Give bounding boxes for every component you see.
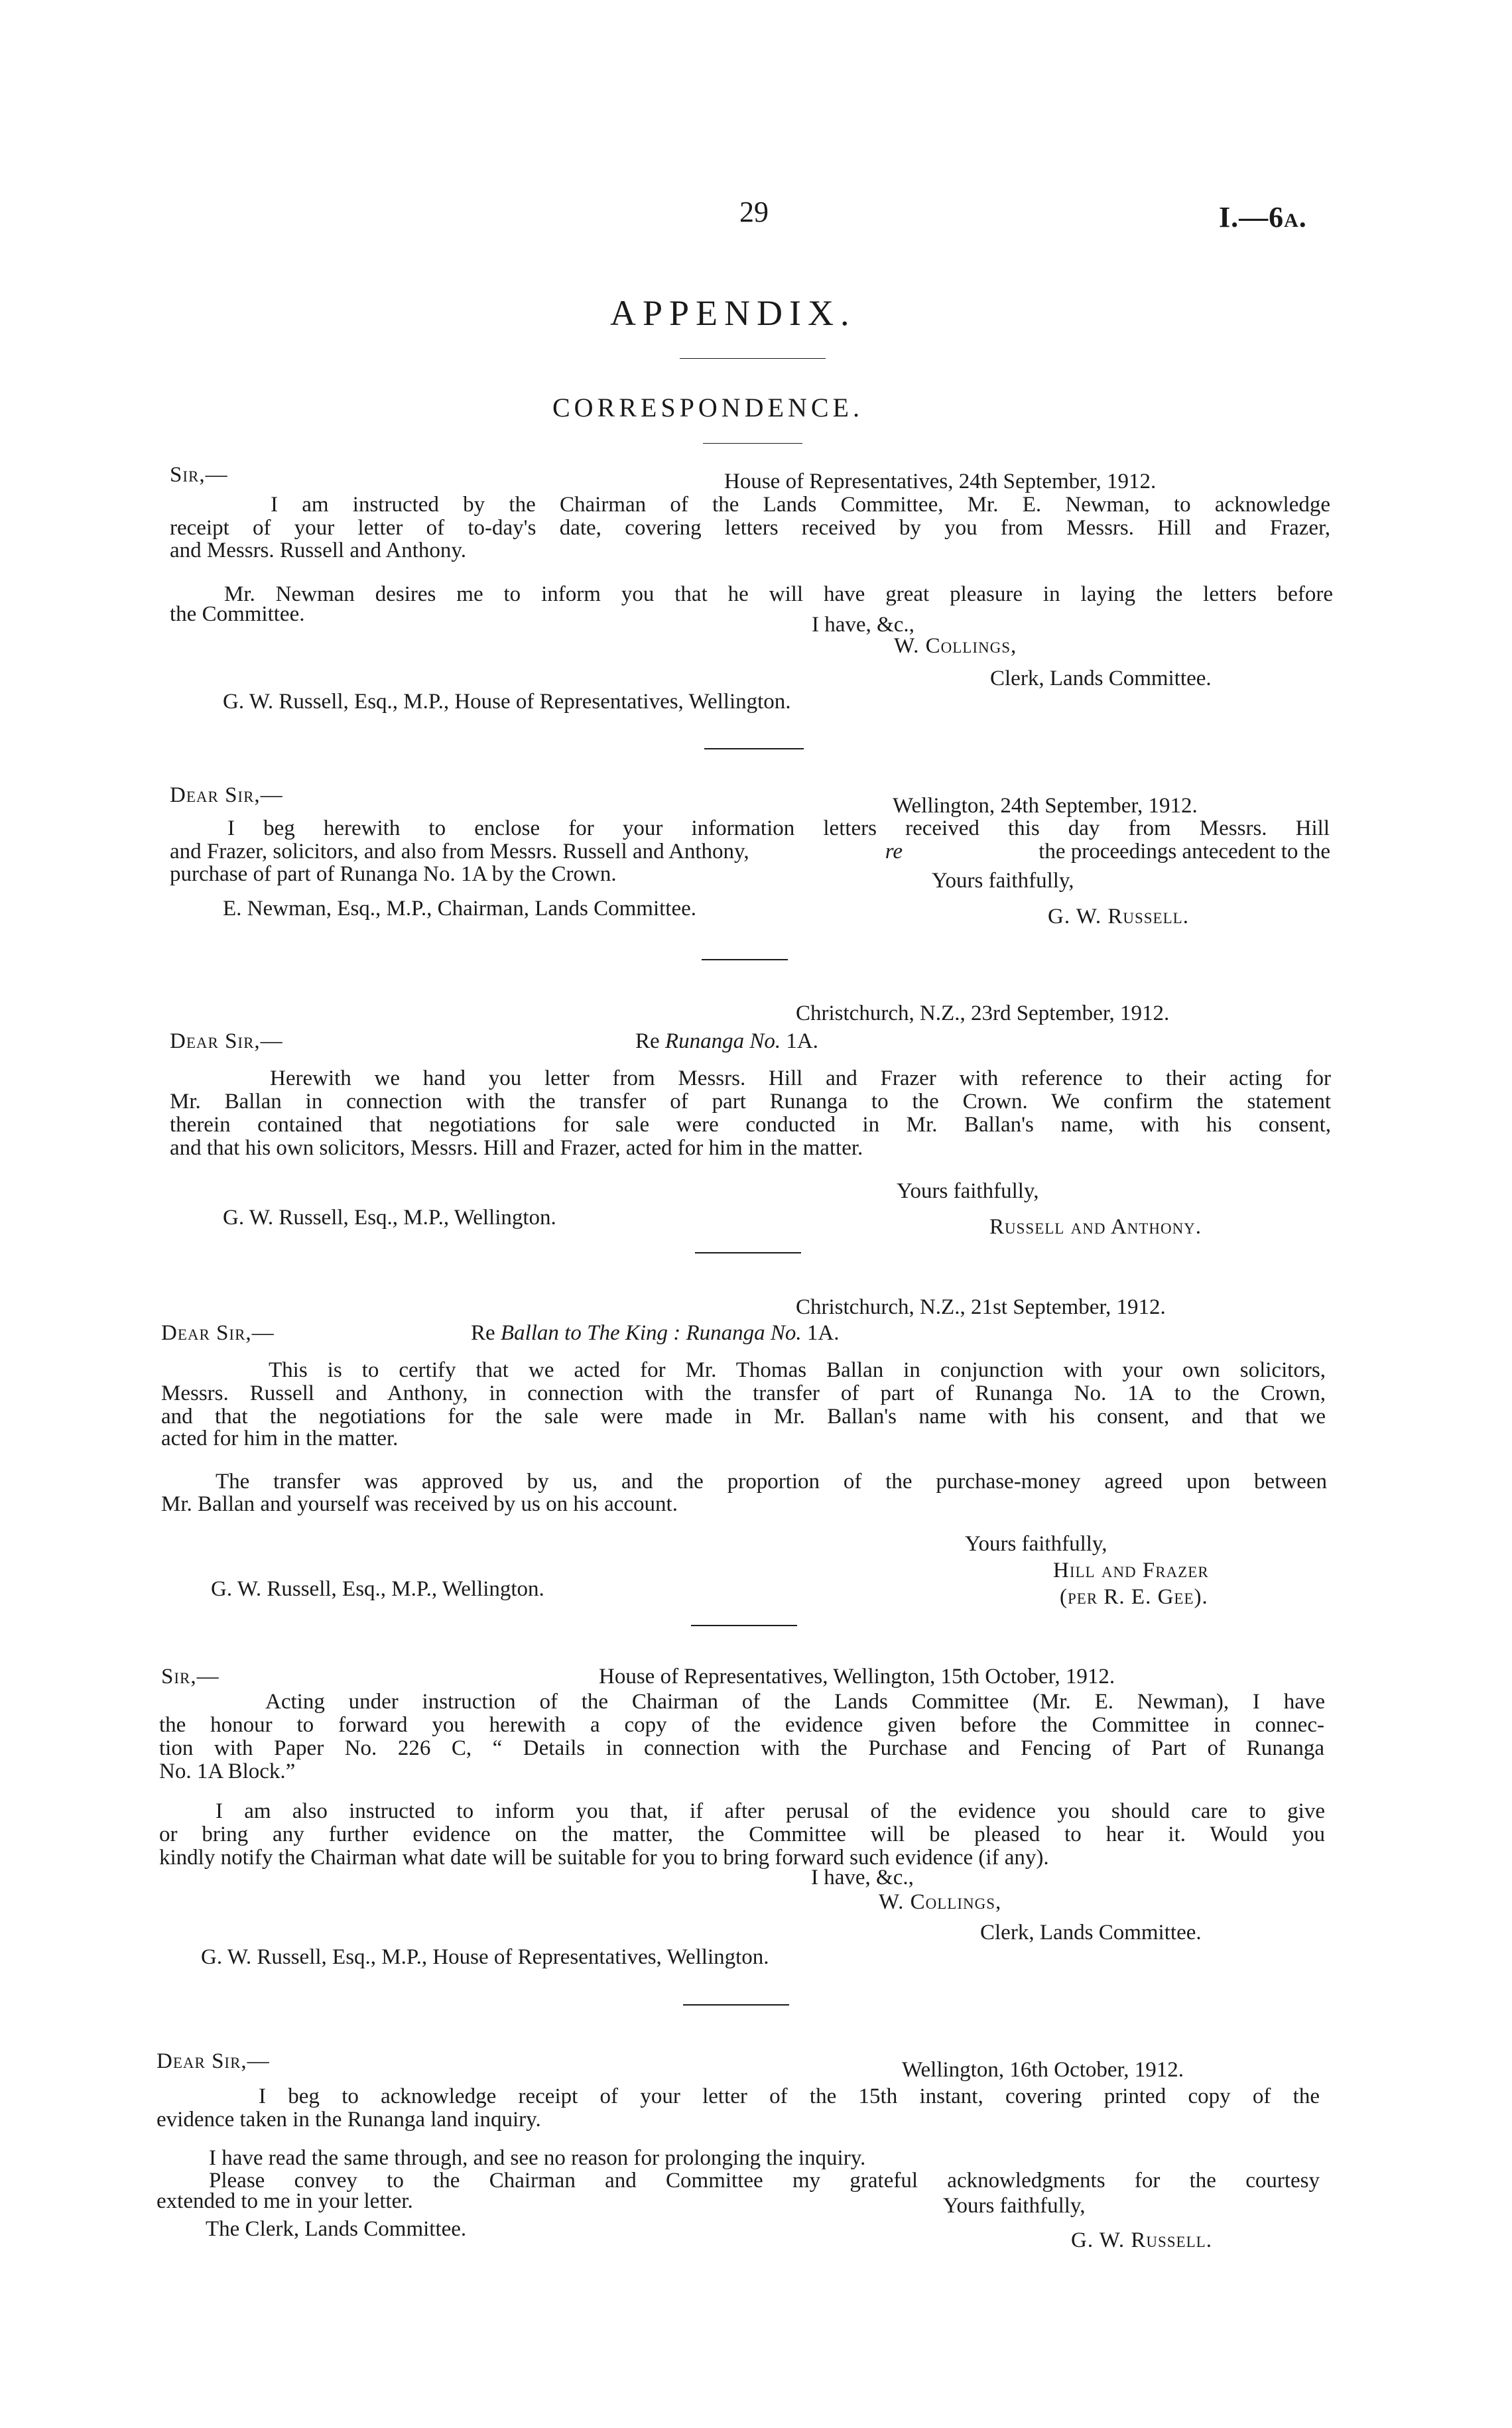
body-line: I beg herewith to enclose for your information letters received this day from Messrs. Hill [227, 816, 1330, 840]
signature: Russell and Anthony. [989, 1215, 1202, 1239]
divider [702, 959, 788, 960]
salutation: Dear Sir,— [161, 1321, 275, 1345]
body-line: or bring any further evidence on the matter, the Committee will be pleased to hear it. Would you [159, 1822, 1325, 1846]
body-line: The transfer was approved by us, and the proportion of the purchase-money agreed upon between [216, 1470, 1327, 1494]
signer-title: Clerk, Lands Committee. [990, 667, 1212, 690]
signature: Hill and Frazer [1053, 1559, 1209, 1582]
body-line: the Committee. [170, 602, 305, 626]
body-line: therein contained that negotiations for sale were conducted in Mr. Ballan's name, with his consent, [170, 1113, 1331, 1137]
addressee: G. W. Russell, Esq., M.P., Wellington. [223, 1206, 556, 1230]
body-line: No. 1A Block.” [159, 1759, 296, 1783]
dateline: House of Representatives, Wellington, 15th October, 1912. [599, 1665, 1115, 1689]
re-line: Re Ballan to The King : Runanga No. 1A. [471, 1321, 840, 1345]
salutation: Dear Sir,— [170, 1029, 283, 1053]
body-line: the honour to forward you herewith a copy of the evidence given before the Committee in connec- [159, 1713, 1324, 1737]
dateline: House of Representatives, 24th September, 1912. [724, 470, 1157, 493]
divider [680, 358, 826, 359]
body-line: tion with Paper No. 226 C, “ Details in connection with the Purchase and Fencing of Part of Runanga [159, 1736, 1324, 1760]
closing: Yours faithfully, [897, 1179, 1039, 1203]
body-line: Please convey to the Chairman and Committee my grateful acknowledgments for the courtesy [209, 2169, 1320, 2193]
re-line: Re Runanga No. 1A. [635, 1029, 818, 1053]
body-line: Mr. Ballan and yourself was received by us on his account. [161, 1492, 678, 1516]
closing: Yours faithfully, [943, 2194, 1086, 2218]
body-line: I beg to acknowledge receipt of your letter of the 15th instant, covering printed copy of the [259, 2084, 1320, 2108]
body-line: and that the negotiations for the sale were made in Mr. Ballan's name with his consent, and that we [161, 1405, 1326, 1429]
addressee: E. Newman, Esq., M.P., Chairman, Lands Committee. [223, 897, 696, 921]
dateline: Christchurch, N.Z., 23rd September, 1912. [796, 1001, 1170, 1025]
dateline: Wellington, 24th September, 1912. [893, 794, 1198, 818]
body-line: and Frazer, solicitors, and also from Messrs. Russell and Anthony, re the proceedings antecedent to the [170, 840, 1330, 863]
body-line: purchase of part of Runanga No. 1A by the Crown. [170, 862, 617, 886]
body-line: kindly notify the Chairman what date will be suitable for you to bring forward such evidence (if any). [159, 1846, 1049, 1870]
body-line: acted for him in the matter. [161, 1427, 399, 1450]
body-line: Mr. Newman desires me to inform you that he will have great pleasure in laying the letters before [224, 582, 1333, 606]
body-line: I am instructed by the Chairman of the Lands Committee, Mr. E. Newman, to acknowledge [271, 493, 1330, 517]
divider [703, 443, 802, 444]
salutation: Sir,— [170, 463, 228, 487]
closing: Yours faithfully, [932, 869, 1074, 893]
page-number: 29 [739, 196, 769, 228]
body-line: I am also instructed to inform you that, if after perusal of the evidence you should care to give [216, 1799, 1325, 1823]
divider [695, 1252, 801, 1253]
divider [683, 2004, 789, 2006]
dateline: Wellington, 16th October, 1912. [902, 2058, 1184, 2082]
body-line: and that his own solicitors, Messrs. Hill and Frazer, acted for him in the matter. [170, 1136, 863, 1160]
section-heading: CORRESPONDENCE. [552, 393, 863, 422]
body-line: Mr. Ballan in connection with the transfer of part Runanga to the Crown. We confirm the statement [170, 1090, 1331, 1114]
body-line: This is to certify that we acted for Mr. Thomas Ballan in conjunction with your own solicitors, [269, 1358, 1326, 1382]
addressee: G. W. Russell, Esq., M.P., Wellington. [211, 1577, 544, 1601]
dateline: Christchurch, N.Z., 21st September, 1912. [796, 1295, 1166, 1319]
document-code: I.—6A. [1219, 201, 1307, 233]
salutation: Dear Sir,— [170, 783, 283, 807]
divider [691, 1625, 797, 1626]
body-line: evidence taken in the Runanga land inquiry. [157, 2108, 541, 2132]
body-line: extended to me in your letter. [157, 2189, 413, 2213]
signature: W. Collings, [879, 1890, 1002, 1914]
body-line: Herewith we hand you letter from Messrs. Hill and Frazer with reference to their acting for [270, 1066, 1331, 1090]
body-line: Acting under instruction of the Chairman of the Lands Committee (Mr. E. Newman), I have [265, 1690, 1325, 1714]
page-title: APPENDIX. [610, 293, 856, 333]
closing: I have, &c., [812, 613, 914, 637]
body-line: receipt of your letter of to-day's date, covering letters received by you from Messrs. Hill and Frazer, [170, 516, 1330, 540]
addressee: The Clerk, Lands Committee. [206, 2217, 467, 2241]
closing: I have, &c., [811, 1866, 914, 1889]
body-line: and Messrs. Russell and Anthony. [170, 539, 467, 562]
divider [704, 748, 804, 749]
salutation: Dear Sir,— [157, 2049, 270, 2073]
signer-title: Clerk, Lands Committee. [980, 1921, 1202, 1945]
body-line: I have read the same through, and see no reason for prolonging the inquiry. [209, 2146, 866, 2170]
signature: W. Collings, [894, 634, 1017, 658]
signature-note: (per R. E. Gee). [1060, 1585, 1208, 1609]
addressee: G. W. Russell, Esq., M.P., House of Representatives, Wellington. [223, 690, 791, 714]
addressee: G. W. Russell, Esq., M.P., House of Representatives, Wellington. [201, 1945, 769, 1969]
signature: G. W. Russell. [1048, 905, 1189, 928]
signature: G. W. Russell. [1071, 2228, 1212, 2252]
body-line: Messrs. Russell and Anthony, in connection with the transfer of part of Runanga No. 1A to the Crown, [161, 1381, 1326, 1405]
closing: Yours faithfully, [965, 1532, 1107, 1556]
salutation: Sir,— [161, 1665, 220, 1689]
